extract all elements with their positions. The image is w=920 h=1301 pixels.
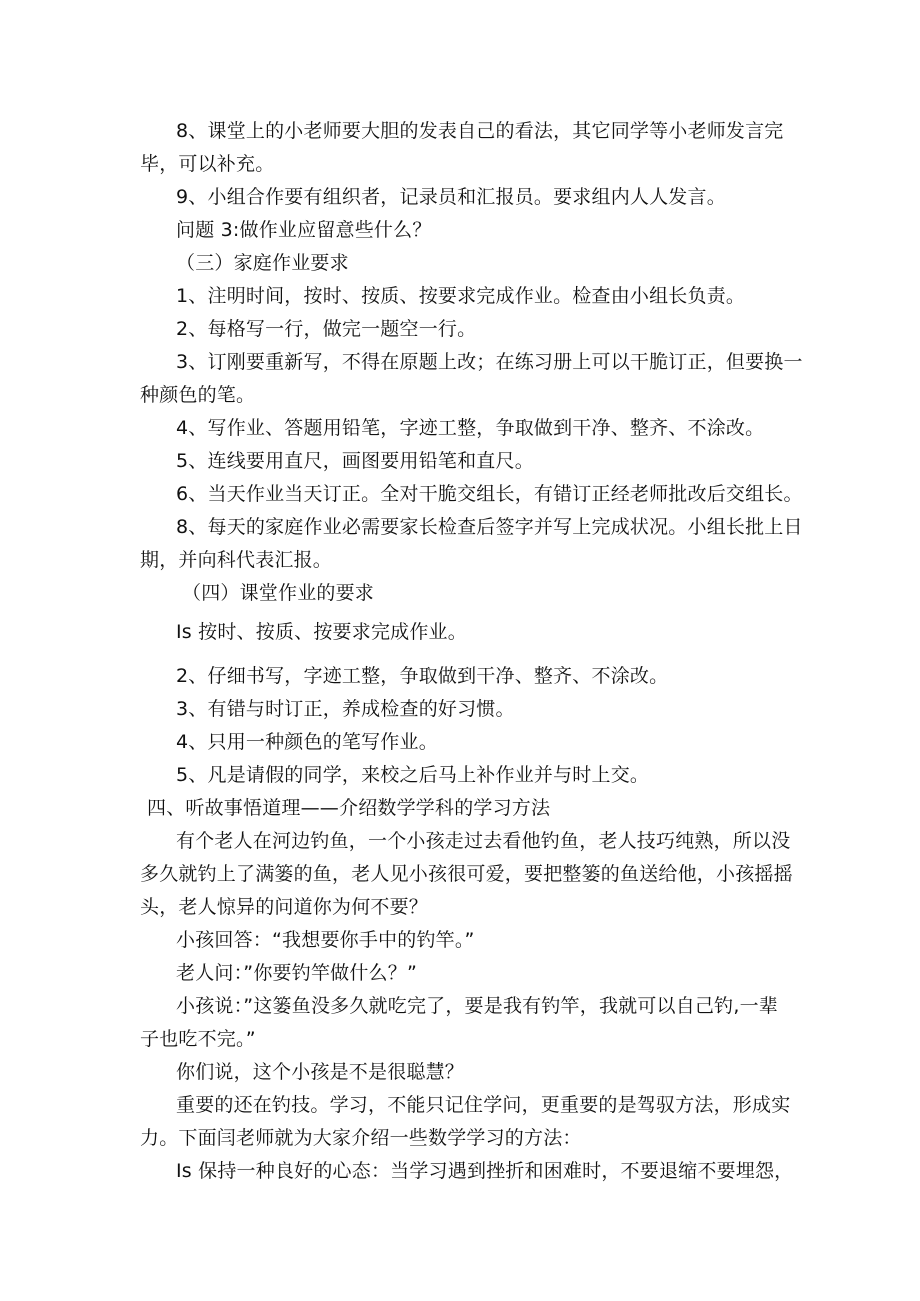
dialogue-line: 小孩说：”这篓鱼没多久就吃完了，要是我有钓竿，我就可以自己钓,一辈: [176, 995, 778, 1017]
paragraph-line: 有个老人在河边钓鱼，一个小孩走过去看他钓鱼，老人技巧纯熟，所以没: [176, 830, 791, 852]
dialogue-line: 小孩回答：“我想要你手中的钓竿。”: [176, 929, 475, 951]
list-item: 3、订刚要重新写，不得在原题上改；在练习册上可以干脆订正，但要换一: [176, 351, 803, 373]
list-item: 5、连线要用直尺，画图要用铅笔和直尺。: [176, 450, 534, 472]
list-item: 2、每格写一行，做完一题空一行。: [176, 318, 477, 340]
question-heading: 问题 3:做作业应留意些什么？: [176, 219, 432, 241]
paragraph-line: 9、小组合作要有组织者，记录员和汇报员。要求组内人人发言。: [176, 186, 726, 208]
list-item: Is 按时、按质、按要求完成作业。: [176, 621, 467, 643]
paragraph-line: 重要的还在钓技。学习，不能只记住学问，更重要的是驾驭方法，形成实: [176, 1094, 791, 1116]
list-item: 4、写作业、答题用铅笔，字迹工整，争取做到干净、整齐、不涂改。: [176, 417, 765, 439]
list-item: 6、当天作业当天订正。全对干脆交组长，有错订正经老师批改后交组长。: [176, 483, 803, 505]
section-heading: （四）课堂作业的要求: [182, 582, 375, 604]
list-item: 3、有错与时订正，养成检查的好习惯。: [176, 698, 515, 720]
paragraph-line: 头，老人惊异的问道你为何不要？: [140, 896, 429, 918]
paragraph-line: 8、课堂上的小老师要大胆的发表自己的看法，其它同学等小老师发言完: [176, 120, 784, 142]
list-item-continuation: 种颜色的笔。: [140, 384, 256, 406]
list-item: 2、仔细书写，字迹工整，争取做到干净、整齐、不涂改。: [176, 665, 669, 687]
section-heading: （三）家庭作业要求: [176, 252, 349, 274]
list-item: 1、注明时间，按时、按质、按要求完成作业。检查由小组长负责。: [176, 285, 746, 307]
paragraph-line: 你们说，这个小孩是不是很聪慧？: [176, 1061, 465, 1083]
paragraph-line: 毕，可以补充。: [140, 153, 275, 175]
list-item: 8、每天的家庭作业必需要家长检查后签字并写上完成状况。小组长批上日: [176, 516, 803, 538]
list-item: Is 保持一种良好的心态：当学习遇到挫折和困难时，不要退缩不要埋怨，: [176, 1160, 794, 1182]
dialogue-line-continuation: 子也吃不完。”: [140, 1028, 256, 1050]
list-item-continuation: 期，并向科代表汇报。: [140, 549, 333, 571]
list-item: 4、只用一种颜色的笔写作业。: [176, 731, 438, 753]
list-item: 5、凡是请假的同学，来校之后马上补作业并与时上交。: [176, 764, 650, 786]
paragraph-line: 力。下面闫老师就为大家介绍一些数学学习的方法：: [140, 1127, 582, 1149]
chapter-heading: 四、听故事悟道理——介绍数学学科的学习方法: [147, 797, 551, 819]
paragraph-line: 多久就钓上了满篓的鱼，老人见小孩很可爱，要把整篓的鱼送给他，小孩摇摇: [140, 863, 793, 885]
dialogue-line: 老人问：”你要钓竿做什么？”: [176, 962, 417, 984]
